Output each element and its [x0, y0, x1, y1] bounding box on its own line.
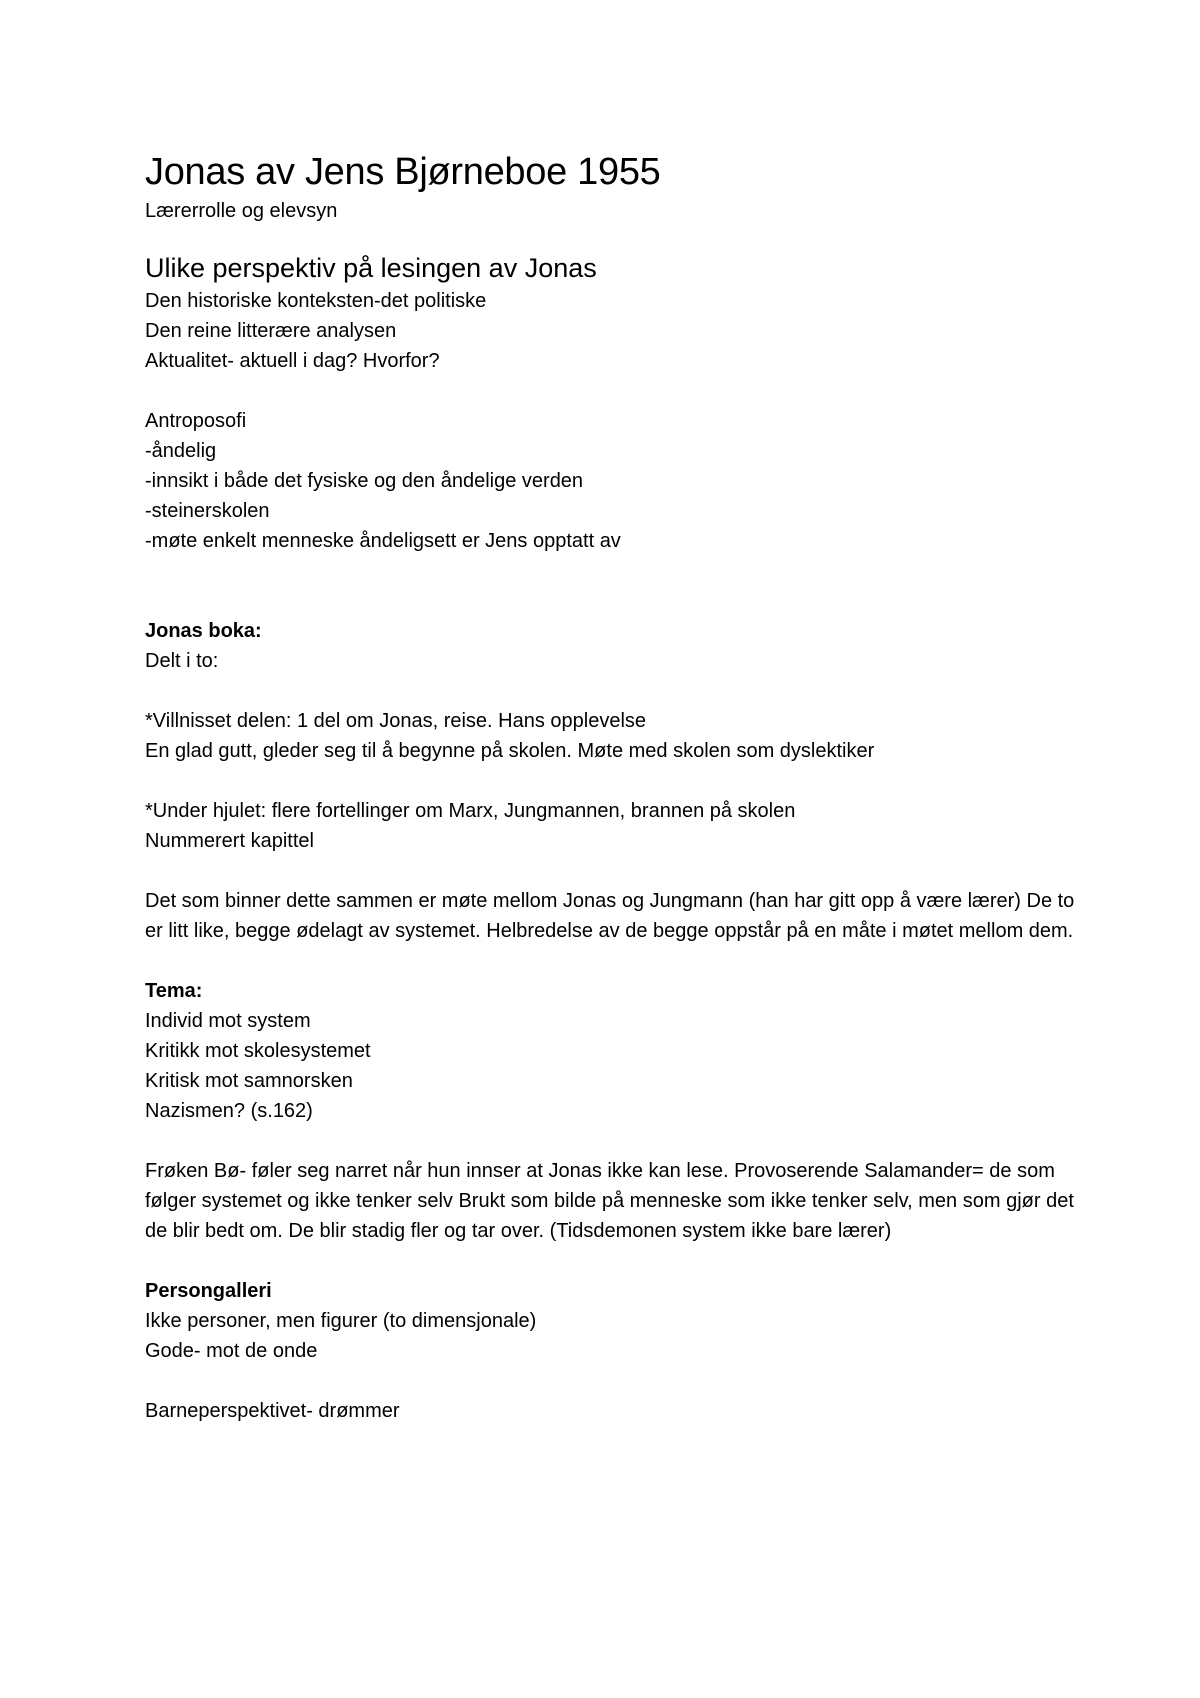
- persongalleri-heading: Persongalleri: [145, 1280, 272, 1302]
- boka-part1-line: *Villnisset delen: 1 del om Jonas, reise. Hans opplevelse: [145, 710, 647, 732]
- perspective-item: Den reine litterære analysen: [145, 320, 397, 342]
- tema-item: Kritikk mot skolesystemet: [145, 1040, 371, 1062]
- closing-line: Barneperspektivet- drømmer: [145, 1400, 400, 1422]
- tema-item: Kritisk mot samnorsken: [145, 1070, 353, 1092]
- spacer: [145, 1366, 1075, 1396]
- document-title: Jonas av Jens Bjørneboe 1955: [145, 151, 661, 193]
- perspective-item: Aktualitet- aktuell i dag? Hvorfor?: [145, 350, 440, 372]
- persongalleri-item: Ikke personer, men figurer (to dimensjonale): [145, 1310, 537, 1332]
- boka-part2-line: *Under hjulet: flere fortellinger om Marx, Jungmannen, brannen på skolen: [145, 800, 796, 822]
- tema-item: Nazismen? (s.162): [145, 1100, 313, 1122]
- boka-intro: Delt i to:: [145, 650, 219, 672]
- antroposofi-item: -møte enkelt menneske åndeligsett er Jens opptatt av: [145, 530, 621, 552]
- boka-paragraph: Det som binner dette sammen er møte mellom Jonas og Jungmann (han har gitt opp å være lærer) De to er litt like, begge ødelagt av systemet. Helbredelse av de begge oppstår på en måte i møtet mellom dem.: [145, 890, 1075, 942]
- perspectives-heading: Ulike perspektiv på lesingen av Jonas: [145, 253, 597, 283]
- spacer: [145, 766, 1075, 796]
- boka-part2-line: Nummerert kapittel: [145, 830, 314, 852]
- boka-part1-line: En glad gutt, gleder seg til å begynne på skolen. Møte med skolen som dyslektiker: [145, 740, 875, 762]
- boka-heading: Jonas boka:: [145, 620, 262, 642]
- persongalleri-item: Gode- mot de onde: [145, 1340, 318, 1362]
- froken-paragraph: Frøken Bø- føler seg narret når hun innser at Jonas ikke kan lese. Provoserende Salamander= de som følger systemet og ikke tenker selv Brukt som bilde på menneske som ikke tenker selv, men som gjør det de blir bedt om. De blir stadig fler og tar over. (Tidsdemonen system ikke bare lærer): [145, 1160, 1074, 1242]
- spacer: [145, 856, 1075, 886]
- spacer: [145, 1126, 1075, 1156]
- spacer: [145, 946, 1075, 976]
- spacer: [145, 376, 1075, 406]
- tema-heading: Tema:: [145, 980, 203, 1002]
- perspective-item: Den historiske konteksten-det politiske: [145, 290, 487, 312]
- spacer: [145, 556, 1075, 616]
- document-page: [145, 148, 1075, 1426]
- tema-item: Individ mot system: [145, 1010, 311, 1032]
- spacer: [145, 1246, 1075, 1276]
- antroposofi-item: -steinerskolen: [145, 500, 270, 522]
- antroposofi-item: -åndelig: [145, 440, 217, 462]
- antroposofi-item: -innsikt i både det fysiske og den åndelige verden: [145, 470, 584, 492]
- spacer: [145, 676, 1075, 706]
- document-subtitle: Lærerrolle og elevsyn: [145, 200, 338, 222]
- antroposofi-heading: Antroposofi: [145, 410, 247, 432]
